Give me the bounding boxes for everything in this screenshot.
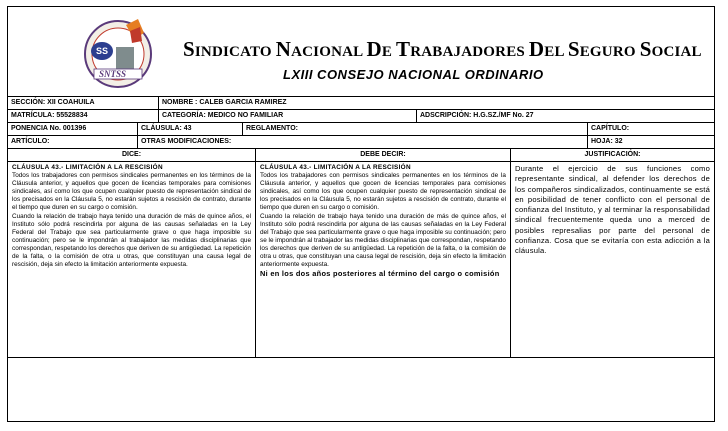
- field-clausula: CLÁUSULA: 43: [138, 123, 243, 135]
- debe-decir-title: CLÁUSULA 43.- LIMITACIÓN A LA RESCISIÓN: [260, 164, 411, 171]
- form-row-seccion: [8, 97, 714, 110]
- column-header-dice: DICE:: [8, 149, 256, 161]
- document-header: [8, 7, 714, 95]
- document-subtitle: LXIII CONSEJO NACIONAL ORDINARIO: [283, 67, 544, 82]
- field-capitulo: CAPÍTULO:: [591, 125, 630, 132]
- dice-title: CLÁUSULA 43.- LIMITACIÓN A LA RESCISIÓN: [12, 164, 163, 171]
- column-header-debe-decir: DEBE DECIR:: [256, 149, 511, 161]
- field-otras-modificaciones: OTRAS MODIFICACIONES:: [138, 136, 588, 148]
- field-matricula: MATRÍCULA: 55528834: [8, 110, 159, 122]
- field-hoja: HOJA: 32: [591, 138, 623, 145]
- field-reglamento: REGLAMENTO:: [243, 123, 588, 135]
- document-title: SINDICATO NACIONAL DE TRABAJADORES DEL SEGURO SOCIAL: [183, 37, 702, 61]
- debe-decir-addition: Ni en los dos años posteriores al término del cargo o comisión: [260, 269, 500, 279]
- svg-text:SS: SS: [96, 46, 109, 56]
- form-row-matricula: [8, 110, 714, 123]
- debe-decir-paragraph-2: Cuando la relación de trabajo haya tenido una duración de más de quince años, el Instituto sólo podrá rescindirla por alguna de las causas señaladas en la Ley Federal del Trabajo que sea particularmente grave o que haga imposible su continuación; pero se le impondrán al trabajador las medidas disciplinarias que correspondan, respetando los derechos que deriven de su antigüedad. La repetición de la falta, o la comisión de otra u otras, que constituyan una causa legal de rescisión, deja sin efecto la limitación anteriormente expuesta.: [260, 212, 506, 269]
- justificacion-text: Durante el ejercicio de sus funciones como representante sindical, al defender los derechos de los compañeros sindicalizados, continuamente se está en posibilidad de tener conflicto con el personal de confianza del Instituto, y al terminar la responsabilidad sindical frecuentemente queda uno a merced de posibles represalias por parte del personal de confianza. Cosa que se evitaría con esta adicción a la cláusula.: [515, 164, 710, 256]
- field-articulo: ARTÍCULO:: [8, 136, 138, 148]
- column-justificacion: [511, 162, 714, 357]
- debe-decir-paragraph-1: Todos los trabajadores con permisos sindicales permanentes en los términos de la Cláusula anterior, y aquellos que gocen de licencias temporales para comisiones sindicales, así como los que ocupen cualquier puesto de representación sindical de los precisados en la Cláusula 5, no estarán sujetos a rescisión de contrato, durante el tiempo que duren en su cargo o comisión.: [260, 172, 506, 212]
- dice-paragraph-1: Todos los trabajadores con permisos sindicales permanentes en los términos de la Cláusula anterior, y aquellos que gocen de licencias temporales para comisiones sindicales, así como los que ocupen cualquier puesto de representación sindical de los precisados en la Cláusula 5, no estarán sujetos a rescisión de contrato, durante el tiempo que duren en su cargo o comisión.: [12, 172, 251, 212]
- column-dice: [8, 162, 256, 357]
- form-row-articulo: [8, 136, 714, 149]
- field-categoria: CATEGORÍA: MEDICO NO FAMILIAR: [159, 110, 417, 122]
- column-debe-decir: [256, 162, 511, 357]
- column-header-justificacion: JUSTIFICACIÓN:: [584, 151, 641, 158]
- content-columns: [8, 162, 714, 357]
- column-headers: [8, 149, 714, 162]
- dice-paragraph-2: Cuando la relación de trabajo haya tenido una duración de más de quince años, el Instituto sólo podrá rescindirla por alguna de las causas señaladas en la Ley Federal del Trabajo que sea particularmente grave o que haga imposible su continuación; pero se le impondrán al trabajador las medidas disciplinarias que correspondan, respetando los derechos que deriven de su antigüedad. La repetición de la falta, o la comisión de otra u otras, que constituyan una causa legal de rescisión, deja sin efecto la limitación anteriormente expuesta.: [12, 212, 251, 269]
- svg-text:SNTSS: SNTSS: [99, 69, 127, 79]
- field-adscripcion: ADSCRIPCIÓN: H.G.SZ./MF No. 27: [420, 112, 534, 119]
- sntss-logo: [68, 17, 168, 91]
- field-ponencia: PONENCIA No. 001396: [8, 123, 138, 135]
- field-seccion: SECCIÓN: XII COAHUILA: [8, 97, 159, 109]
- form-row-ponencia: [8, 123, 714, 136]
- form-table: [7, 96, 715, 358]
- field-nombre: NOMBRE : CALEB GARCIA RAMIREZ: [162, 99, 287, 106]
